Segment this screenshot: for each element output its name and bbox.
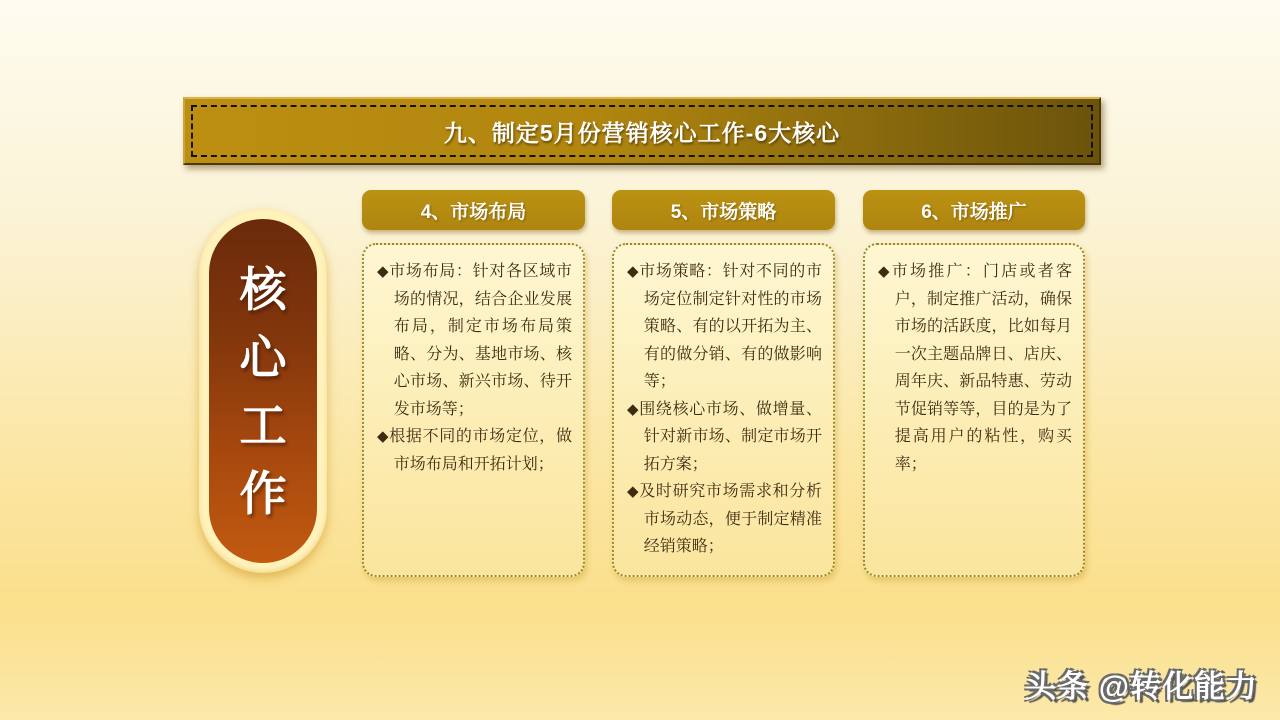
bullet-item (878, 258, 1072, 478)
bullet-text: 市场布局：针对各区域市场的情况，结合企业发展布局，制定市场布局策略、分为、基地市场、核心市场、新兴市场、待开发市场等； (389, 263, 572, 418)
title-banner-dashed-frame (191, 105, 1093, 157)
column-body-market-layout (362, 243, 585, 577)
diamond-bullet-icon: ◆ (627, 263, 640, 280)
bullet-item (377, 258, 572, 423)
column-body-market-strategy (612, 243, 835, 577)
diamond-bullet-icon: ◆ (377, 428, 390, 446)
bullet-item (627, 258, 822, 396)
slide-title: 九、制定5月份营销核心工作-6大核心 (443, 119, 841, 146)
bullet-item (627, 478, 822, 561)
column-body-market-promotion (863, 243, 1085, 577)
pill-char-4: 作 (239, 466, 287, 520)
bullet-text: 及时研究市场需求和分析市场动态，便于制定精准经销策略； (639, 483, 822, 556)
diamond-bullet-icon: ◆ (878, 263, 892, 280)
bullet-item (377, 423, 572, 478)
column-header-market-layout: 4、市场布局 (362, 190, 585, 230)
bullet-text: 围绕核心市场、做增量、针对新市场、制定市场开拓方案； (639, 400, 822, 473)
bullet-item (627, 396, 822, 479)
bullet-text: 根据不同的市场定位，做市场布局和开拓计划； (389, 428, 572, 473)
column-header-market-strategy: 5、市场策略 (612, 190, 835, 230)
diamond-bullet-icon: ◆ (377, 263, 390, 280)
watermark: 头条 @转化能力 (1025, 669, 1258, 704)
title-banner (183, 97, 1101, 165)
diamond-bullet-icon: ◆ (627, 400, 640, 418)
bullet-text: 市场策略：针对不同的市场定位制定针对性的市场策略、有的以开拓为主、有的做分销、有的做影响等； (639, 263, 822, 391)
pill-char-3: 工 (239, 398, 287, 452)
core-work-pill-inner (209, 219, 317, 563)
pill-char-2: 心 (239, 330, 287, 384)
core-work-pill (199, 209, 327, 573)
pill-char-1: 核 (239, 262, 287, 316)
column-header-market-promotion: 6、市场推广 (863, 190, 1085, 230)
diamond-bullet-icon: ◆ (627, 483, 640, 501)
bullet-text: 市场推广：门店或者客户，制定推广活动，确保市场的活跃度，比如每月一次主题品牌日、店庆、周年庆、新品特惠、劳动节促销等等，目的是为了提高用户的粘性，购买率； (891, 263, 1072, 473)
